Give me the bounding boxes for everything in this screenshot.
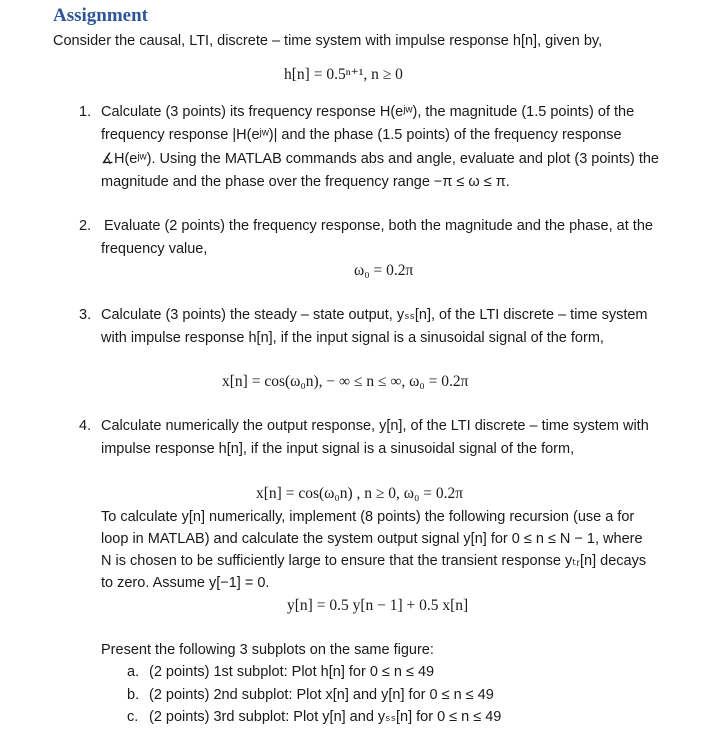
q4-line-1: Calculate numerically the output response, y[n], of the LTI discrete – time system with (101, 418, 649, 434)
q4-equation-2: y[n] = 0.5 y[n − 1] + 0.5 x[n] (287, 597, 469, 614)
intro-text: Consider the causal, LTI, discrete – time system with impulse response h[n], given by, (53, 33, 603, 49)
q1-line-4: magnitude and the phase over the frequency range −π ≤ ω ≤ π. (101, 174, 510, 190)
subplot-a-text: (2 points) 1st subplot: Plot h[n] for 0 ≤ n ≤ 49 (149, 664, 435, 680)
q4-para-1: To calculate y[n] numerically, implement (8 points) the following recursion (use a for (101, 509, 635, 525)
subplot-a-label: a. (127, 664, 140, 680)
q4-present-text: Present the following 3 subplots on the same figure: (101, 642, 434, 658)
q1-line-1: Calculate (3 points) its frequency response H(eʲʷ), the magnitude (1.5 points) of the (101, 104, 635, 120)
q3-equation: x[n] = cos(ω₀n), − ∞ ≤ n ≤ ∞, ω₀ = 0.2π (222, 373, 469, 390)
subplot-c-label: c. (127, 709, 139, 725)
q1-line-3: ∡H(eʲʷ). Using the MATLAB commands abs and angle, evaluate and plot (3 points) the (101, 151, 659, 167)
q4-para-3: N is chosen to be sufficiently large to ensure that the transient response yₜᵣ[n] decays (101, 553, 647, 569)
q2-number: 2. (79, 218, 92, 234)
q4-para-4: to zero. Assume y[−1] = 0. (101, 575, 270, 591)
q4-line-2: impulse response h[n], if the input signal is a sinusoidal signal of the form, (101, 441, 575, 457)
q1-line-2: frequency response |H(eʲʷ)| and the phase (1.5 points) of the frequency response (101, 127, 622, 143)
q3-line-1: Calculate (3 points) the steady – state output, yₛₛ[n], of the LTI discrete – time system (101, 307, 648, 323)
q3-line-2: with impulse response h[n], if the input signal is a sinusoidal signal of the form, (101, 330, 604, 346)
assignment-title: Assignment (53, 5, 149, 26)
subplot-b-text: (2 points) 2nd subplot: Plot x[n] and y[n] for 0 ≤ n ≤ 49 (149, 687, 494, 703)
q3-number: 3. (79, 307, 92, 323)
q4-para-2: loop in MATLAB) and calculate the system output signal y[n] for 0 ≤ n ≤ N − 1, where (101, 531, 643, 547)
q4-number: 4. (79, 418, 92, 434)
equation-h: h[n] = 0.5ⁿ⁺¹, n ≥ 0 (284, 66, 403, 83)
q2-line-1: Evaluate (2 points) the frequency response, both the magnitude and the phase, at the (104, 218, 653, 234)
q2-line-2: frequency value, (101, 241, 208, 257)
subplot-b-label: b. (127, 687, 140, 703)
q4-equation-1: x[n] = cos(ω₀n) , n ≥ 0, ω₀ = 0.2π (256, 485, 464, 502)
q1-number: 1. (79, 104, 92, 120)
q2-equation: ω₀ = 0.2π (354, 262, 414, 279)
subplot-c-text: (2 points) 3rd subplot: Plot y[n] and yₛₛ[n] for 0 ≤ n ≤ 49 (149, 709, 502, 725)
